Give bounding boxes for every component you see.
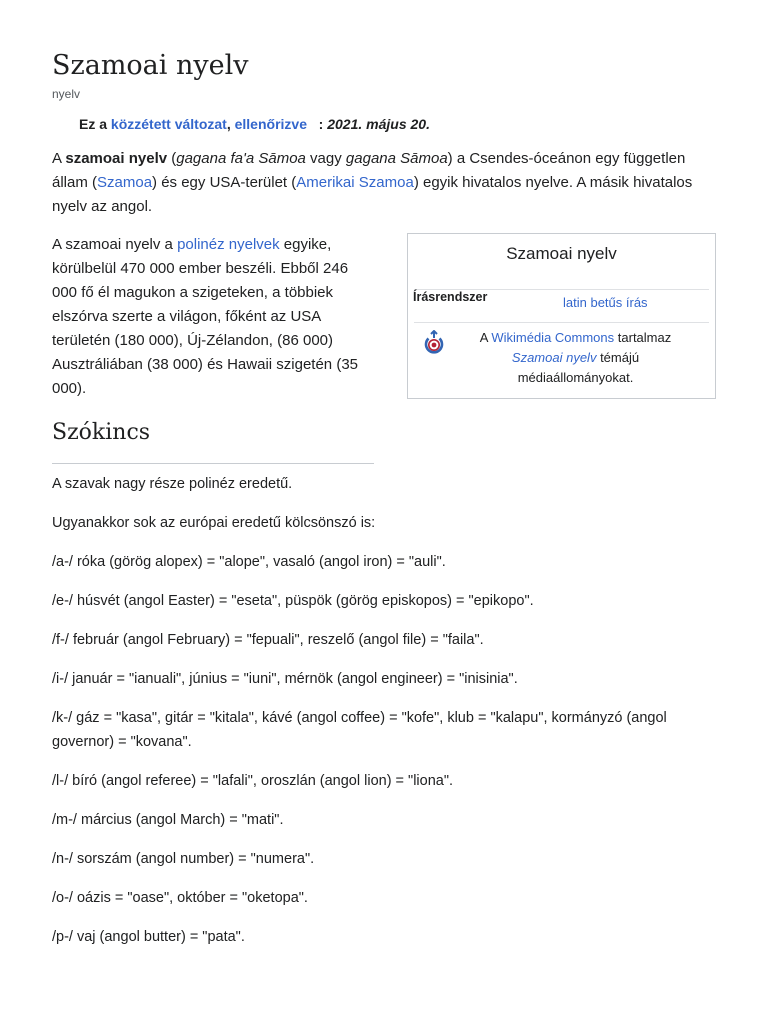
intro-text: vagy	[305, 150, 346, 167]
revision-date: 2021. május 20.	[327, 116, 430, 132]
vocab-paragraph: /a-/ róka (görög alopex) = "alope", vasaló (angol iron) = "auli".	[52, 554, 446, 570]
vocab-paragraph: /f-/ február (angol February) = "fepuali", reszelő (angol file) = "faila".	[52, 632, 484, 648]
vocab-paragraph: /e-/ húsvét (angol Easter) = "eseta", püspök (görög episkopos) = "epikopo".	[52, 593, 534, 609]
samoa-link[interactable]: Szamoa	[97, 174, 153, 191]
section-divider	[52, 463, 374, 464]
commons-notice	[463, 328, 688, 388]
vocab-paragraph: /n-/ sorszám (angol number) = "numera".	[52, 851, 315, 867]
latin-script-link[interactable]: latin betűs írás	[563, 295, 648, 310]
intro-text: A	[52, 150, 66, 167]
revision-prefix: Ez a	[79, 116, 108, 132]
commons-text: tartalmaz	[614, 330, 672, 345]
infobox	[407, 233, 716, 399]
revision-colon: :	[318, 116, 324, 132]
speakers-text: egyike, körülbelül 470 000 ember beszéli. Ebből 246 000 fő él magukon a szigeteken, a többiek elszórva szerte a világon, főként az USA területén (180 000), Új-Zélandon, (86 000) Ausztráliában (38 000) és Hawaii szigetén (35 000).	[52, 236, 358, 397]
intro-text: ) és egy USA-terület (	[152, 174, 297, 191]
vocab-paragraph: /i-/ január = "ianuali", június = "iuni", mérnök (angol engineer) = "inisinia".	[52, 671, 518, 687]
intro-paragraph	[52, 147, 712, 219]
revision-comma: ,	[226, 116, 231, 132]
revision-notice	[79, 116, 430, 132]
polynesian-languages-link[interactable]: polinéz nyelvek	[177, 236, 280, 253]
infobox-label-writing-system: Írásrendszer	[413, 290, 488, 304]
commons-text: témájú médiaállományokat.	[517, 350, 640, 385]
commons-text: A	[479, 330, 492, 345]
infobox-title: Szamoai nyelv	[506, 244, 617, 263]
vocab-paragraph: /l-/ bíró (angol referee) = "lafali", oroszlán (angol lion) = "liona".	[52, 773, 454, 789]
wikimedia-commons-icon	[422, 330, 446, 356]
vocab-paragraph: /k-/ gáz = "kasa", gitár = "kitala", kávé (angol coffee) = "kofe", klub = "kalapu", kormányzó (angol governor) = "kovana".	[52, 710, 667, 750]
vocab-paragraph: /p-/ vaj (angol butter) = "pata".	[52, 929, 245, 945]
speakers-text: A szamoai nyelv a	[52, 236, 178, 253]
published-version-link[interactable]: közzétett változat	[110, 116, 227, 132]
intro-bold-term: szamoai nyelv	[65, 150, 168, 167]
intro-text: (	[167, 150, 177, 167]
speakers-paragraph	[52, 233, 370, 401]
intro-text: ) a Csendes-óceánon egy független állam (	[52, 150, 686, 191]
page-subtitle: nyelv	[52, 87, 81, 101]
infobox-divider	[414, 322, 709, 323]
vocab-paragraph: /m-/ március (angol March) = "mati".	[52, 812, 284, 828]
vocabulary-section	[52, 472, 717, 964]
intro-native-name-alt: gagana Sāmoa	[345, 150, 448, 167]
intro-native-name: gagana fa'a Sāmoa	[176, 150, 306, 167]
vocab-paragraph: A szavak nagy része polinéz eredetű.	[52, 476, 293, 492]
vocab-paragraph: Ugyanakkor sok az európai eredetű kölcsönszó is:	[52, 515, 376, 531]
american-samoa-link[interactable]: Amerikai Szamoa	[296, 174, 414, 191]
vocab-paragraph: /o-/ oázis = "oase", október = "oketopa".	[52, 890, 308, 906]
page-title: Szamoai nyelv	[52, 50, 249, 81]
commons-category-link[interactable]: Szamoai nyelv	[511, 350, 597, 365]
section-heading: Szókincs	[52, 420, 151, 445]
intro-text: ) egyik hivatalos nyelve. A másik hivatalos nyelv az angol.	[52, 174, 693, 215]
wikimedia-commons-link[interactable]: Wikimédia Commons	[491, 330, 615, 345]
reviewed-link[interactable]: ellenőrizve	[234, 116, 307, 132]
